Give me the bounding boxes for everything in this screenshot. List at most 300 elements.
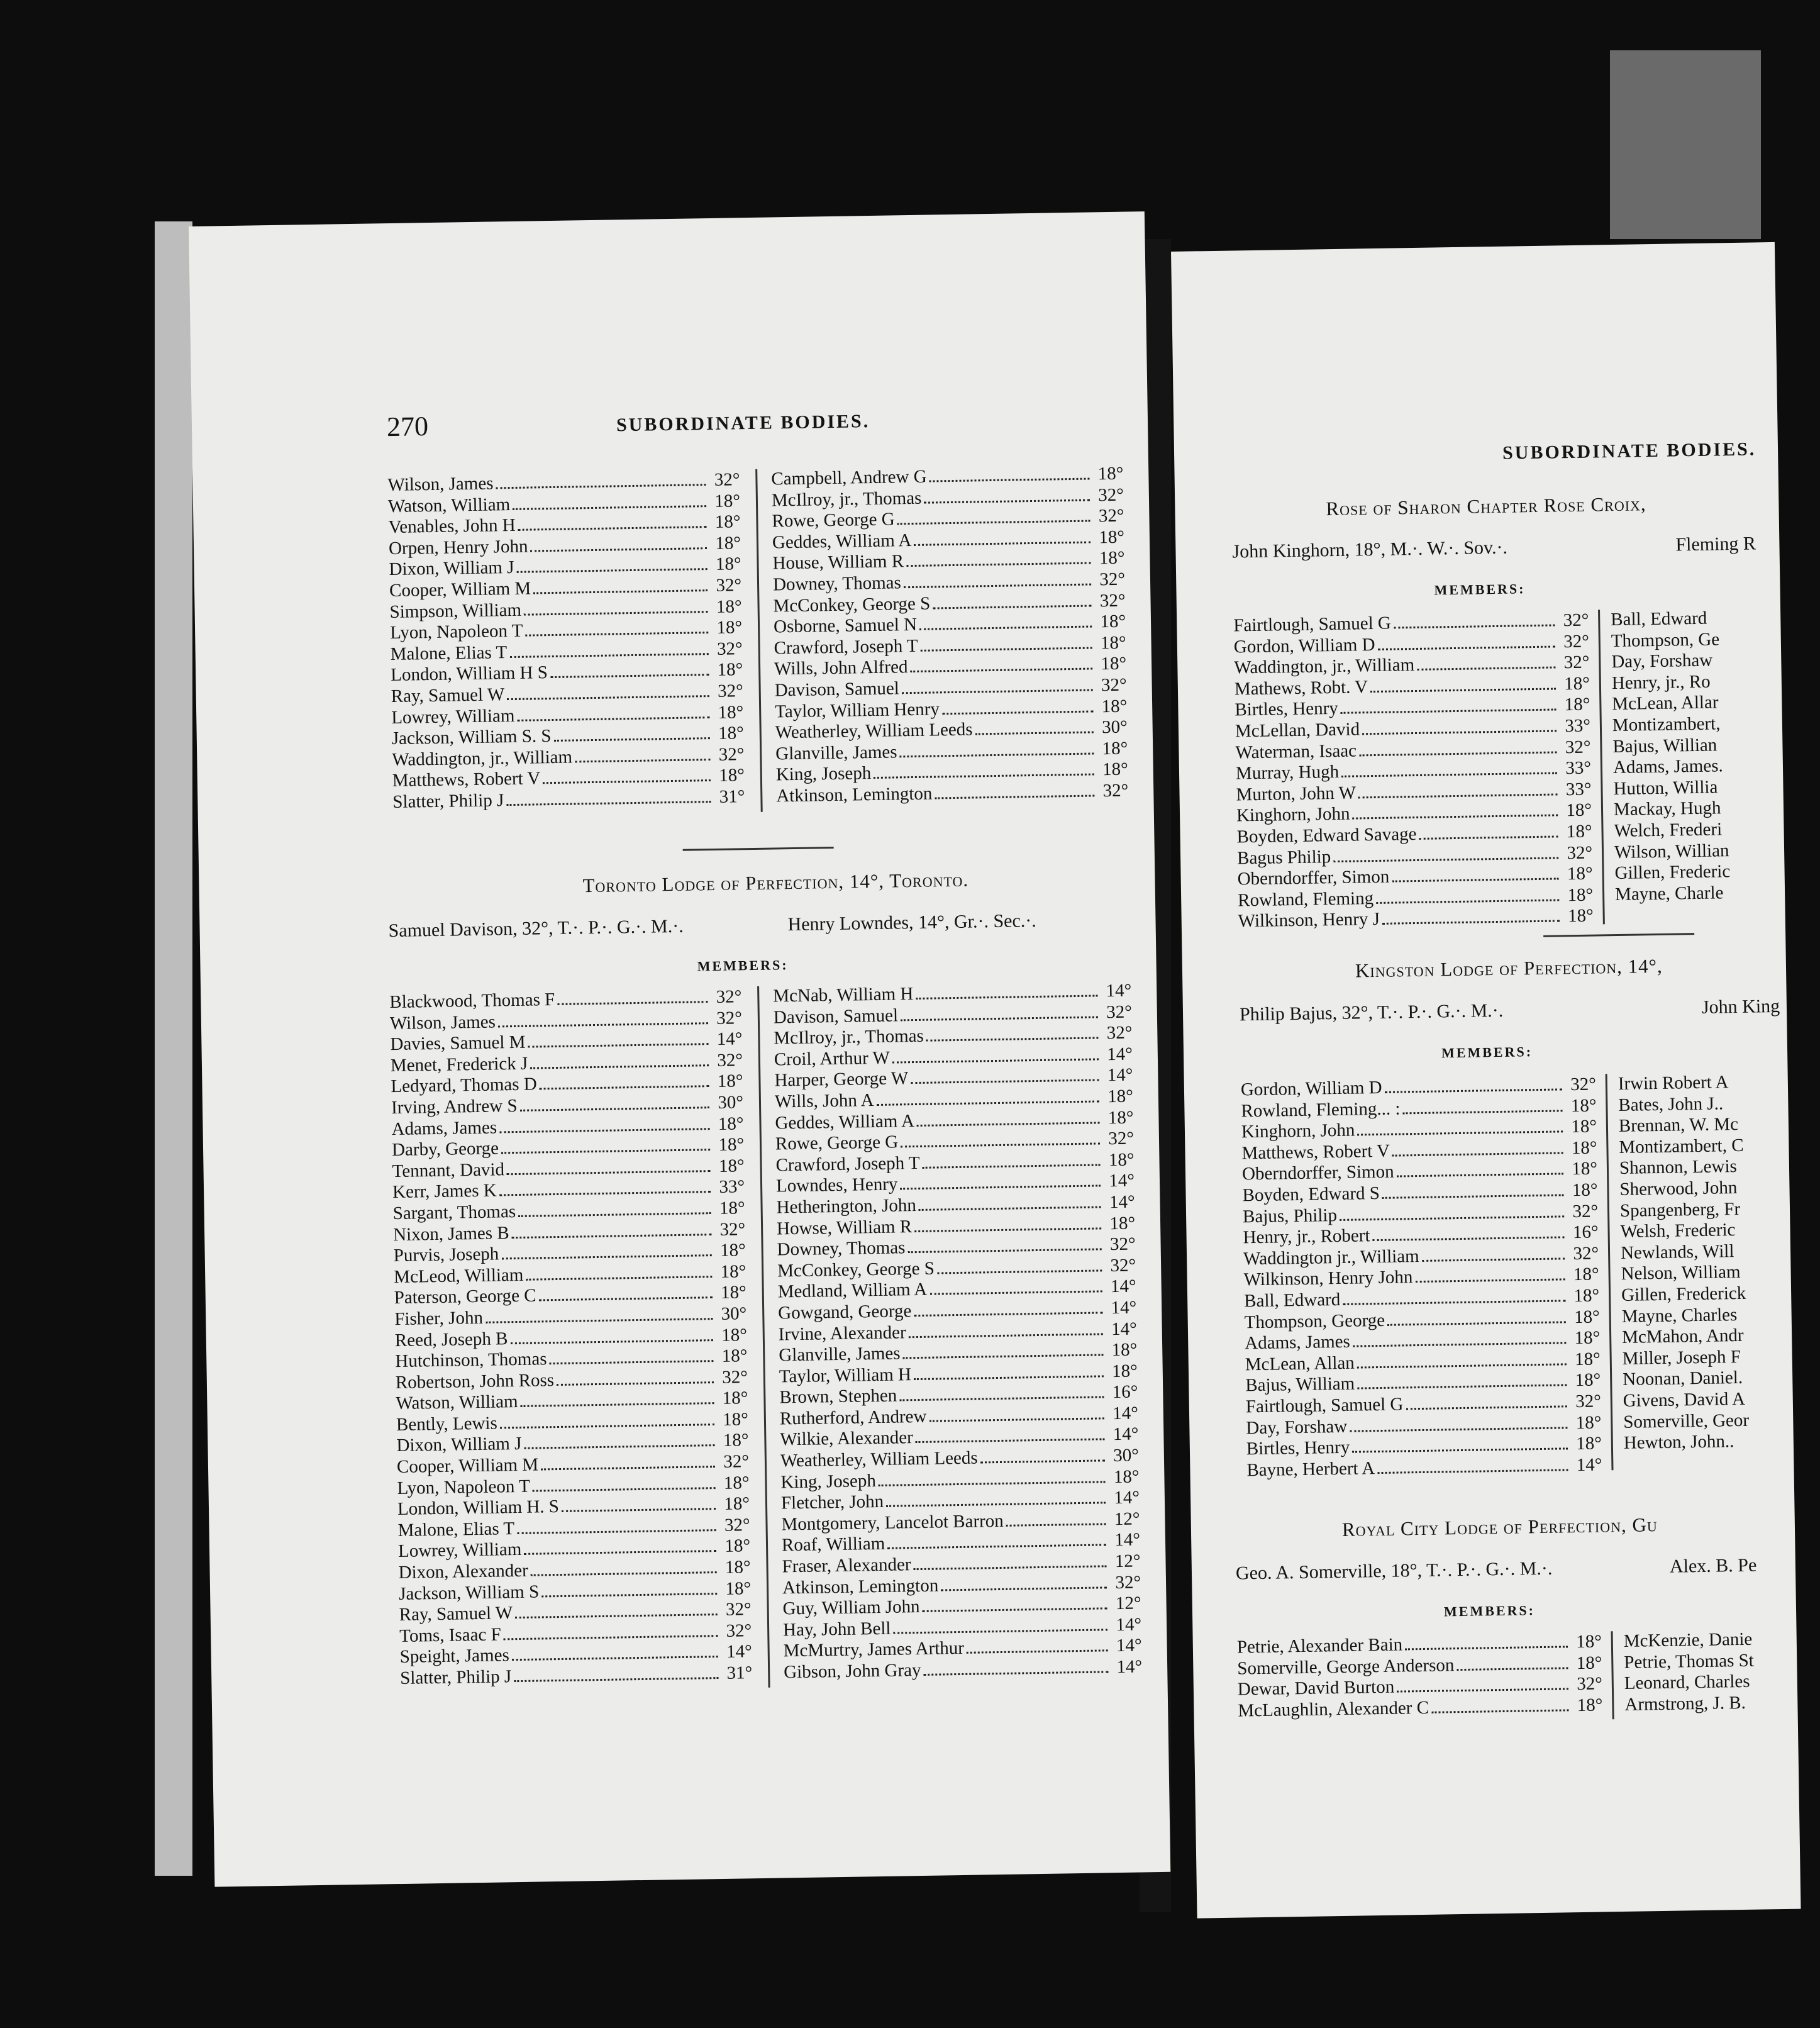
leader-dots: [506, 801, 711, 806]
member-name: Crawford, Joseph T: [775, 1152, 920, 1176]
member-degree: 18°: [1570, 1095, 1597, 1116]
leader-dots: [511, 1339, 713, 1344]
member-name: Mathews, Robt. V: [1234, 676, 1368, 699]
member-name: Guy, William John: [782, 1596, 920, 1619]
leader-dots: [887, 1544, 1106, 1549]
member-entry: Miller, Joseph F: [1622, 1346, 1741, 1369]
leader-dots: [1392, 878, 1558, 883]
member-degree: 18°: [720, 1282, 746, 1303]
leader-dots: [557, 1001, 707, 1005]
member-degree: 14°: [1112, 1403, 1139, 1424]
kingston-members-right: [1618, 1071, 1812, 1454]
member-name: Irving, Andrew S: [391, 1095, 518, 1118]
member-name: Downey, Thomas: [772, 572, 902, 595]
member-degree: 18°: [719, 1240, 746, 1261]
member-name: King, Joseph: [780, 1470, 877, 1493]
member-degree: 14°: [1106, 980, 1132, 1001]
leader-dots: [557, 1381, 714, 1386]
member-name: Oberndorffer, Simon: [1241, 1161, 1394, 1184]
section-divider: [1543, 933, 1694, 937]
member-degree: 18°: [1108, 1149, 1135, 1170]
column-divider: [755, 469, 763, 812]
member-entry: Givens, David A: [1623, 1388, 1746, 1411]
member-degree: 18°: [1576, 1652, 1602, 1673]
member-degree: 14°: [716, 1028, 743, 1050]
member-degree: 32°: [1572, 1201, 1599, 1222]
member-degree: 12°: [1114, 1551, 1141, 1572]
member-degree: 33°: [1565, 715, 1591, 737]
member-name: Rowland, Fleming: [1237, 888, 1374, 911]
member-degree: 18°: [724, 1557, 751, 1578]
leader-dots: [874, 774, 1094, 779]
member-degree: 32°: [1563, 652, 1590, 673]
member-degree: 18°: [723, 1409, 749, 1430]
member-entry: Somerville, Geor: [1623, 1410, 1750, 1432]
leader-dots: [528, 1043, 709, 1048]
leader-dots: [1392, 1152, 1563, 1156]
leader-dots: [530, 1064, 709, 1069]
leader-dots: [937, 1269, 1102, 1274]
member-degree: 18°: [1575, 1412, 1602, 1433]
member-name: Wills, John Alfred: [774, 657, 908, 679]
leader-dots: [914, 1227, 1101, 1232]
member-name: Davison, Samuel: [773, 1005, 899, 1028]
toronto-members-right: [773, 981, 1142, 1683]
column-divider: [757, 986, 770, 1688]
member-entry: Ball, Edward: [1611, 608, 1707, 630]
member-entry: Armstrong, J. B.: [1624, 1692, 1746, 1715]
member-degree: 18°: [1575, 1369, 1601, 1391]
right-page: [1171, 242, 1801, 1919]
leader-dots: [902, 689, 1093, 694]
member-degree: 14°: [726, 1641, 752, 1663]
member-degree: 32°: [1565, 737, 1591, 757]
member-entry: McKenzie, Danie: [1623, 1629, 1753, 1651]
member-degree: 18°: [1109, 1213, 1136, 1234]
member-name: Wilson, James: [387, 473, 494, 496]
member-name: Kinghorn, John: [1236, 803, 1350, 826]
leader-dots: [914, 1375, 1104, 1380]
member-entry: Welsh, Frederic: [1620, 1220, 1736, 1242]
toronto-officer-right: Henry Lowndes, 14°, Gr.·. Sec.·.: [787, 910, 1037, 935]
member-name: Bajus, William: [1245, 1373, 1355, 1396]
member-name: Jackson, William S: [398, 1581, 540, 1604]
member-entry: McLean, Allar: [1612, 692, 1719, 715]
member-name: Toms, Isaac F: [399, 1624, 501, 1646]
member-name: Osborne, Samuel N: [773, 615, 918, 637]
leader-dots: [501, 1254, 711, 1259]
member-degree: 32°: [714, 469, 740, 490]
member-degree: 32°: [716, 638, 743, 659]
leader-dots: [543, 779, 711, 784]
member-degree: 18°: [721, 1346, 748, 1366]
member-name: Slatter, Philip J: [400, 1666, 512, 1689]
leader-dots: [512, 1234, 712, 1239]
member-name: Oberndorffer, Simon: [1237, 866, 1390, 889]
member-degree: 18°: [1097, 463, 1124, 484]
member-name: McConkey, George S: [773, 593, 931, 616]
member-degree: 18°: [720, 1261, 746, 1282]
member-degree: 32°: [1098, 484, 1124, 505]
member-name: Fletcher, John: [780, 1491, 884, 1513]
member-degree: 32°: [1109, 1234, 1136, 1255]
leader-dots: [929, 1417, 1104, 1422]
leader-dots: [904, 583, 1091, 588]
leader-dots: [575, 759, 710, 762]
member-degree: 32°: [1563, 631, 1590, 652]
member-name: Gordon, William D: [1240, 1077, 1382, 1100]
member-name: Weatherley, William Leeds: [780, 1447, 978, 1471]
member-name: McLellan, David: [1235, 719, 1360, 742]
leader-dots: [929, 1291, 1102, 1295]
member-name: Boyden, Edward Savage: [1236, 823, 1417, 847]
section-divider: [683, 847, 834, 851]
leader-dots: [919, 1206, 1101, 1211]
member-degree: 18°: [715, 554, 741, 575]
rose-officer-right: Fleming R: [1675, 533, 1756, 555]
member-degree: 14°: [1114, 1487, 1140, 1508]
members-heading: MEMBERS:: [697, 957, 789, 974]
leader-dots: [980, 1459, 1105, 1463]
royal-city-lodge-title: Royal City Lodge of Perfection, Gu: [1341, 1513, 1658, 1540]
leader-dots: [1353, 1342, 1566, 1347]
member-degree: 32°: [1099, 569, 1126, 590]
leader-dots: [533, 1487, 716, 1492]
member-name: Bently, Lewis: [396, 1413, 498, 1435]
leader-dots: [914, 1312, 1102, 1317]
member-name: Birtles, Henry: [1235, 698, 1339, 720]
member-name: Thompson, George: [1244, 1310, 1385, 1332]
member-degree: 14°: [1109, 1170, 1135, 1191]
member-name: Day, Forshaw: [1246, 1416, 1348, 1438]
member-degree: 18°: [1564, 694, 1590, 715]
leader-dots: [1394, 624, 1555, 628]
leader-dots: [900, 752, 1094, 757]
member-degree: 18°: [1574, 1327, 1601, 1349]
member-name: Montgomery, Lancelot Barron: [781, 1510, 1004, 1535]
leader-dots: [531, 547, 707, 552]
member-name: Waterman, Isaac: [1235, 740, 1357, 763]
member-degree: 32°: [723, 1451, 750, 1472]
leader-dots: [554, 737, 710, 742]
member-name: Murton, John W: [1236, 783, 1357, 805]
leader-dots: [521, 1402, 714, 1407]
member-degree: 33°: [1565, 779, 1592, 800]
rose-members-right: [1611, 606, 1804, 905]
leader-dots: [517, 1529, 716, 1534]
leader-dots: [496, 484, 706, 489]
leader-dots: [897, 520, 1090, 525]
member-name: Geddes, William A: [775, 1110, 915, 1134]
leader-dots: [906, 562, 1090, 567]
toronto-lodge-title: Toronto Lodge of Perfection, 14°, Toronto.: [582, 868, 969, 897]
member-degree: 18°: [1101, 696, 1128, 716]
leader-dots: [914, 541, 1090, 545]
member-degree: 18°: [1567, 884, 1594, 905]
leader-dots: [975, 732, 1094, 735]
leader-dots: [917, 1122, 1100, 1127]
member-name: Dixon, William J: [396, 1434, 522, 1456]
member-degree: 32°: [717, 1050, 743, 1071]
leader-dots: [1419, 835, 1558, 839]
member-degree: 18°: [717, 659, 743, 681]
member-degree: 18°: [1102, 759, 1128, 780]
member-entry: Hutton, Willia: [1613, 777, 1718, 799]
member-degree: 18°: [715, 533, 741, 554]
member-degree: 18°: [1571, 1137, 1597, 1158]
member-degree: 32°: [1573, 1243, 1599, 1264]
member-degree: 30°: [721, 1303, 747, 1324]
leader-dots: [1406, 1405, 1567, 1410]
member-name: Dewar, David Burton: [1237, 1676, 1395, 1700]
leader-dots: [1378, 645, 1555, 650]
member-name: Irvine, Alexander: [778, 1322, 906, 1344]
member-entry: Mackay, Hugh: [1613, 798, 1721, 820]
member-name: Medland, William A: [777, 1279, 928, 1302]
member-name: Brown, Stephen: [779, 1385, 897, 1408]
member-entry: Mayne, Charle: [1614, 883, 1724, 905]
member-degree: 18°: [714, 490, 741, 511]
rose-chapter-title: Rose of Sharon Chapter Rose Croix,: [1326, 493, 1646, 520]
leader-dots: [926, 1037, 1099, 1042]
leader-dots: [541, 1593, 717, 1597]
member-name: Weatherley, William Leeds: [775, 719, 973, 743]
member-name: London, William H S: [390, 662, 548, 686]
member-degree: 33°: [1565, 757, 1592, 779]
leader-dots: [903, 1354, 1104, 1359]
member-name: McMurtry, James Arthur: [783, 1638, 965, 1661]
member-name: Wilkie, Alexander: [780, 1427, 914, 1450]
leader-dots: [539, 1296, 713, 1301]
member-entry: Wilson, Willian: [1614, 840, 1729, 862]
leader-dots: [911, 668, 1093, 673]
member-entry: Brennan, W. Mc: [1618, 1114, 1739, 1137]
leader-dots: [541, 1466, 715, 1470]
toronto-officer-left: Samuel Davison, 32°, T.·. P.·. G.·. M.·.: [388, 915, 684, 942]
member-name: Tennant, David: [392, 1159, 505, 1181]
member-degree: 18°: [717, 1071, 743, 1092]
member-name: Rowland, Fleming... :: [1241, 1098, 1401, 1122]
member-degree: 14°: [1106, 1044, 1133, 1065]
leader-dots: [531, 1571, 717, 1576]
member-name: McConkey, George S: [777, 1258, 935, 1281]
leader-dots: [524, 611, 708, 616]
member-degree: 18°: [1571, 1116, 1597, 1137]
member-name: Atkinson, Lemington: [776, 783, 933, 806]
member-name: Cooper, William M: [396, 1454, 539, 1478]
leader-dots: [509, 653, 708, 658]
member-degree: 32°: [726, 1620, 752, 1641]
member-degree: 18°: [714, 511, 741, 533]
running-head: SUBORDINATE BODIES.: [1502, 438, 1756, 464]
leader-dots: [1431, 1709, 1568, 1713]
rose-officer-left: John Kinghorn, 18°, M.·. W.·. Sov.·.: [1232, 537, 1508, 562]
leader-dots: [1415, 1279, 1565, 1283]
leader-dots: [967, 1650, 1108, 1654]
leader-dots: [507, 1170, 711, 1175]
member-name: Slatter, Philip J: [392, 790, 504, 812]
member-entry: Shannon, Lewis: [1619, 1156, 1738, 1179]
leader-dots: [879, 1481, 1106, 1486]
leader-dots: [908, 1249, 1102, 1254]
member-name: Davison, Samuel: [774, 678, 900, 701]
leader-dots: [524, 1551, 716, 1556]
member-name: Rutherford, Andrew: [779, 1406, 927, 1429]
member-degree: 18°: [1107, 1086, 1134, 1107]
member-degree: 14°: [1109, 1191, 1135, 1213]
leader-dots: [1397, 1173, 1563, 1178]
member-degree: 18°: [725, 1578, 752, 1599]
member-name: Henry, jr., Robert: [1243, 1225, 1370, 1248]
member-degree: 18°: [1100, 632, 1126, 654]
member-degree: 18°: [722, 1388, 748, 1409]
member-entry: Bajus, Willian: [1612, 735, 1717, 757]
member-name: McLaughlin, Alexander C: [1238, 1697, 1429, 1721]
member-degree: 12°: [1114, 1508, 1140, 1529]
member-name: Gowgand, George: [777, 1301, 912, 1323]
member-name: Glanville, James: [779, 1343, 901, 1366]
member-name: Rowe, George G: [775, 1132, 899, 1154]
member-name: Lowndes, Henry: [775, 1174, 898, 1196]
leader-dots: [1358, 793, 1558, 798]
member-degree: 32°: [1106, 1001, 1133, 1022]
left-page: [189, 211, 1170, 1887]
leader-dots: [1382, 1194, 1564, 1199]
member-degree: 32°: [719, 1218, 746, 1240]
member-degree: 32°: [1563, 610, 1589, 631]
member-degree: 18°: [719, 1198, 745, 1218]
member-degree: 18°: [1573, 1285, 1600, 1306]
member-entry: Gillen, Frederic: [1614, 861, 1731, 884]
member-name: Murray, Hugh: [1235, 762, 1340, 784]
member-degree: 33°: [719, 1176, 745, 1198]
member-name: Malone, Elias T: [397, 1518, 515, 1540]
member-name: Malone, Elias T: [390, 642, 508, 664]
member-degree: 18°: [716, 617, 743, 638]
member-degree: 18°: [1573, 1306, 1600, 1327]
member-degree: 18°: [1577, 1695, 1603, 1715]
member-name: Simpson, William: [389, 599, 522, 622]
book-edge-right-top: [1610, 50, 1761, 239]
member-name: Adams, James: [1245, 1331, 1351, 1354]
member-name: Wilson, James: [389, 1011, 496, 1034]
member-entry: Gillen, Frederick: [1621, 1283, 1746, 1305]
member-degree: 14°: [1116, 1614, 1142, 1635]
member-name: Crawford, Joseph T: [774, 635, 918, 659]
kingston-members-left: [1241, 1074, 1602, 1481]
member-degree: 18°: [1572, 1179, 1598, 1201]
leader-dots: [929, 478, 1090, 482]
member-name: Fairtlough, Samuel G: [1233, 613, 1392, 636]
member-degree: 32°: [716, 1007, 743, 1028]
members-heading: MEMBERS:: [1443, 1602, 1536, 1620]
members-heading: MEMBERS:: [1441, 1044, 1533, 1061]
member-degree: 16°: [1112, 1381, 1138, 1403]
member-entry: McMahon, Andr: [1621, 1325, 1744, 1348]
member-name: Ray, Samuel W: [399, 1603, 513, 1625]
member-degree: 14°: [1110, 1276, 1136, 1297]
member-degree: 18°: [1102, 738, 1128, 759]
member-name: Wilkinson, Henry J: [1238, 909, 1380, 932]
leader-dots: [914, 1565, 1107, 1570]
member-degree: 32°: [1570, 1074, 1597, 1095]
member-name: Menet, Frederick J: [390, 1053, 528, 1076]
leader-dots: [515, 1613, 718, 1618]
member-degree: 18°: [1572, 1158, 1598, 1179]
member-entry: Leonard, Charles: [1624, 1671, 1750, 1694]
member-name: Ball, Edward: [1243, 1289, 1341, 1312]
member-degree: 18°: [1107, 1107, 1134, 1128]
leader-dots: [1422, 1257, 1565, 1262]
leader-dots: [486, 1318, 713, 1323]
member-name: McIlroy, jr., Thomas: [774, 1025, 924, 1049]
rose-members-left: [1233, 610, 1594, 933]
member-entry: Spangenberg, Fr: [1619, 1198, 1741, 1221]
leader-dots: [924, 499, 1090, 503]
leader-dots: [1357, 1363, 1567, 1368]
member-degree: 18°: [718, 701, 744, 723]
leader-dots: [1362, 730, 1556, 735]
member-degree: 18°: [1099, 548, 1125, 569]
member-degree: 32°: [1099, 590, 1126, 611]
leader-dots: [1358, 1131, 1563, 1136]
member-degree: 18°: [716, 596, 742, 617]
leader-dots: [498, 1022, 708, 1027]
leader-dots: [911, 1079, 1099, 1084]
member-degree: 18°: [1111, 1339, 1138, 1361]
member-degree: 18°: [1575, 1433, 1602, 1454]
member-degree: 18°: [718, 1113, 744, 1134]
kingston-officer-right: John King: [1701, 995, 1780, 1018]
member-degree: 14°: [1576, 1454, 1602, 1475]
member-name: Waddington, jr., William: [1234, 655, 1415, 678]
leader-dots: [1405, 1646, 1568, 1650]
member-degree: 30°: [1101, 716, 1128, 738]
member-entry: Newlands, Will: [1620, 1240, 1734, 1263]
member-name: Croil, Arthur W: [774, 1047, 891, 1070]
member-name: Fraser, Alexander: [782, 1554, 911, 1577]
leader-dots: [924, 1671, 1109, 1676]
leader-dots: [526, 632, 709, 637]
member-name: Speight, James: [399, 1645, 509, 1668]
member-name: Watson, William: [387, 494, 511, 516]
member-name: Kerr, James K: [392, 1180, 497, 1203]
members-heading: MEMBERS:: [1434, 581, 1526, 598]
member-name: House, William R: [772, 551, 904, 574]
leader-dots: [1341, 709, 1556, 714]
member-name: Taylor, William Henry: [774, 698, 940, 722]
member-entry: Welch, Frederi: [1614, 819, 1723, 841]
member-entry: Nelson, William: [1621, 1262, 1741, 1284]
member-degree: 32°: [1575, 1391, 1602, 1412]
member-degree: 32°: [718, 744, 745, 765]
leader-dots: [900, 1185, 1101, 1190]
leader-dots: [1340, 1215, 1564, 1221]
member-name: Petrie, Alexander Bain: [1236, 1634, 1403, 1658]
member-name: Purvis, Joseph: [393, 1244, 499, 1266]
member-name: Jackson, William S. S: [391, 726, 552, 749]
leader-dots: [1385, 1088, 1562, 1093]
leader-dots: [919, 626, 1092, 630]
member-name: Taylor, William H: [779, 1364, 912, 1387]
member-entry: Petrie, Thomas St: [1624, 1650, 1755, 1673]
leader-dots: [533, 589, 707, 594]
leader-dots: [526, 1276, 712, 1281]
member-degree: 18°: [724, 1535, 751, 1557]
member-name: Glanville, James: [775, 742, 897, 764]
member-name: Reed, Joseph B: [394, 1328, 508, 1351]
leader-dots: [933, 604, 1091, 609]
